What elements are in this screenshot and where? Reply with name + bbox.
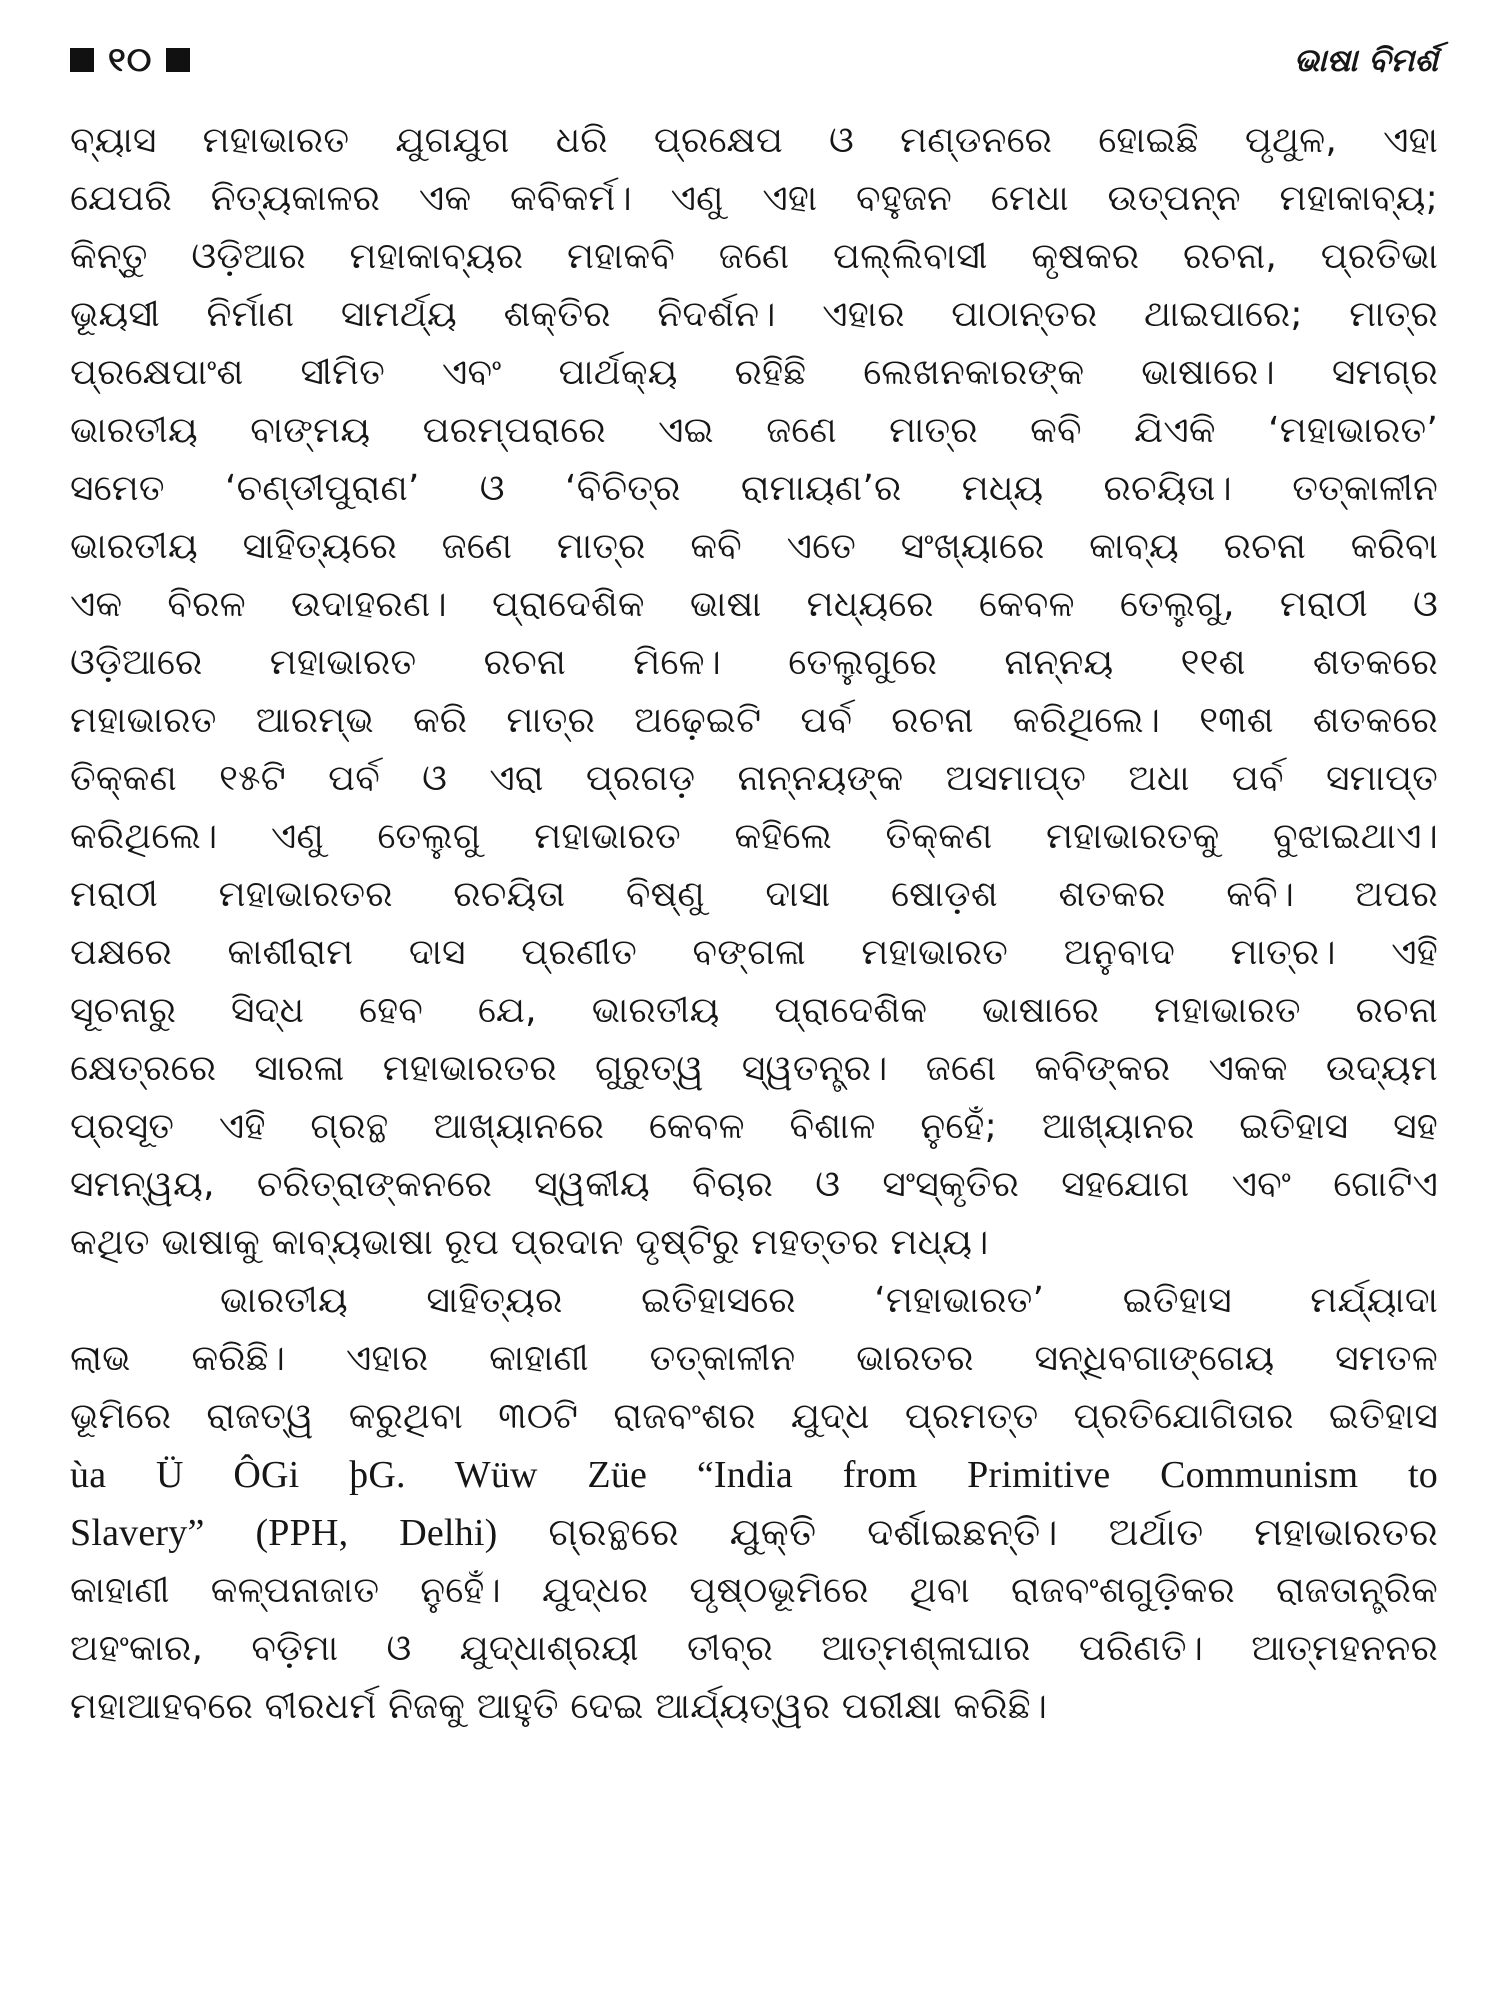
text-line: ଭୂୟସୀ ନିର୍ମାଣ ସାମର୍ଥ୍ୟ ଶକ୍ତିର ନିଦର୍ଶନ। ଏହାର ପାଠାନ୍ତର ଥାଇପାରେ; ମାତ୍ର xyxy=(70,294,1438,335)
text-line: ଯେପରି ନିତ୍ୟକାଳର ଏକ କବିକର୍ମ। ଏଣୁ ଏହା ବହୁଜନ ମେଧା ଉତ୍ପନ୍ନ ମହାକାବ୍ୟ; xyxy=(70,178,1438,219)
text-line: କଥିତ ଭାଷାକୁ କାବ୍ୟଭାଷା ରୂପ ପ୍ରଦାନ ଦୃଷ୍ଟିରୁ ମହତ୍ତର ମଧ୍ୟ। xyxy=(70,1222,989,1263)
text-line: ଓଡ଼ିଆରେ ମହାଭାରତ ରଚନା ମିଳେ। ତେଲୁଗୁରେ ନାନ୍ନୟ ୧୧ଶ ଶତକରେ xyxy=(70,642,1438,683)
text-line: ବ୍ୟାସ ମହାଭାରତ ଯୁଗଯୁଗ ଧରି ପ୍ରକ୍ଷେପ ଓ ମଣ୍ଡନରେ ହୋଇଛି ପୃଥୁଳ, ଏହା xyxy=(70,120,1438,161)
text-line: ଭାରତୀୟ ସାହିତ୍ୟର ଇତିହାସରେ ‘ମହାଭାରତ’ ଇତିହାସ ମର୍ଯ୍ୟାଦା xyxy=(220,1280,1438,1321)
running-title: ଭାଷା ବିମର୍ଶ xyxy=(1293,40,1438,79)
text-line: ସମନ୍ୱୟ, ଚରିତ୍ରାଙ୍କନରେ ସ୍ୱକୀୟ ବିଚାର ଓ ସଂସ୍କୃତିର ସହଯୋଗ ଏବଂ ଗୋଟିଏ xyxy=(70,1164,1438,1205)
text-line: ମରାଠୀ ମହାଭାରତର ରଚୟିତା ବିଷ୍ଣୁ ଦାସା ଷୋଡ଼ଶ ଶତକର କବି। ଅପର xyxy=(70,874,1438,915)
text-line: ମହାଆହବରେ ବୀରଧର୍ମ ନିଜକୁ ଆହୁତି ଦେଇ ଆର୍ଯ୍ୟତ୍ୱର ପରୀକ୍ଷା କରିଛି। xyxy=(70,1686,1048,1727)
text-line: ପ୍ରସୂତ ଏହି ଗ୍ରନ୍ଥ ଆଖ୍ୟାନରେ କେବଳ ବିଶାଳ ନୁହେଁ; ଆଖ୍ୟାନର ଇତିହାସ ସହ xyxy=(70,1106,1438,1147)
square-bullet-icon xyxy=(70,48,94,72)
text-line: ସୂଚନାରୁ ସିଦ୍ଧ ହେବ ଯେ, ଭାରତୀୟ ପ୍ରାଦେଶିକ ଭାଷାରେ ମହାଭାରତ ରଚନା xyxy=(70,990,1438,1031)
text-line: କିନ୍ତୁ ଓଡ଼ିଆର ମହାକାବ୍ୟର ମହାକବି ଜଣେ ପଲ୍ଲିବାସୀ କୃଷକର ରଚନା, ପ୍ରତିଭା xyxy=(70,236,1438,277)
text-line: ଲାଭ କରିଛି। ଏହାର କାହାଣୀ ତତ୍କାଳୀନ ଭାରତର ସନ୍ଧିବଗାଙ୍ଗେୟ ସମତଳ xyxy=(70,1338,1438,1379)
text-line: ସମେତ ‘ଚଣ୍ଡୀପୁରାଣ’ ଓ ‘ବିଚିତ୍ର ରାମାୟଣ’ର ମଧ୍ୟ ରଚୟିତା। ତତ୍କାଳୀନ xyxy=(70,468,1438,509)
text-line: ଅହଂକାର, ବଡ଼ିମା ଓ ଯୁଦ୍ଧାଶ୍ରୟୀ ତୀବ୍ର ଆତ୍ମଶ୍ଳାଘାର ପରିଣତି। ଆତ୍ମହନନର xyxy=(70,1628,1438,1669)
text-line: ତିକ୍କଣ ୧୫ଟି ପର୍ବ ଓ ଏରା ପ୍ରଗଡ଼ ନାନ୍ନୟଙ୍କ ଅସମାପ୍ତ ଅଧା ପର୍ବ ସମାପ୍ତ xyxy=(70,758,1438,799)
page-number: ୧୦ xyxy=(108,40,153,80)
text-line: Slavery” (PPH, Delhi) ଗ୍ରନ୍ଥରେ ଯୁକ୍ତି ଦର୍ଶାଇଛନ୍ତି। ଅର୍ଥାତ ମହାଭାରତର xyxy=(70,1512,1438,1554)
body-text xyxy=(70,112,1438,1736)
text-line: ଭୂମିରେ ରାଜତ୍ୱ କରୁଥିବା ୩୦ଟି ରାଜବଂଶର ଯୁଦ୍ଧ ପ୍ରମତ୍ତ ପ୍ରତିଯୋଗିତାର ଇତିହାସ xyxy=(70,1396,1438,1437)
text-line: ପ୍ରକ୍ଷେପାଂଶ ସୀମିତ ଏବଂ ପାର୍ଥକ୍ୟ ରହିଛି ଲେଖନକାରଙ୍କ ଭାଷାରେ। ସମଗ୍ର xyxy=(70,352,1438,393)
text-line: କ୍ଷେତ୍ରରେ ସାରଳା ମହାଭାରତର ଗୁରୁତ୍ୱ ସ୍ୱତନ୍ତ୍ର। ଜଣେ କବିଙ୍କର ଏକକ ଉଦ୍ୟମ xyxy=(70,1048,1438,1089)
text-line: ଭାରତୀୟ ବାଙ୍ମୟ ପରମ୍ପରାରେ ଏଇ ଜଣେ ମାତ୍ର କବି ଯିଏକି ‘ମହାଭାରତ’ xyxy=(70,410,1438,451)
text-line: ଭାରତୀୟ ସାହିତ୍ୟରେ ଜଣେ ମାତ୍ର କବି ଏତେ ସଂଖ୍ୟାରେ କାବ୍ୟ ରଚନା କରିବା xyxy=(70,526,1438,567)
text-line: କରିଥିଲେ। ଏଣୁ ତେଲୁଗୁ ମହାଭାରତ କହିଲେ ତିକ୍କଣ ମହାଭାରତକୁ ବୁଝାଇଥାଏ। xyxy=(70,816,1438,857)
square-bullet-icon xyxy=(166,48,190,72)
text-line: ମହାଭାରତ ଆରମ୍ଭ କରି ମାତ୍ର ଅଢ଼େଇଟି ପର୍ବ ରଚନା କରିଥିଲେ। ୧୩ଶ ଶତକରେ xyxy=(70,700,1438,741)
text-line: ପକ୍ଷରେ କାଶୀରାମ ଦାସ ପ୍ରଣୀତ ବଙ୍ଗଳା ମହାଭାରତ ଅନୁବାଦ ମାତ୍ର। ଏହି xyxy=(70,932,1438,973)
paragraph xyxy=(70,112,1438,1272)
page-header xyxy=(70,36,1438,84)
folio xyxy=(70,40,190,80)
text-line: ଏକ ବିରଳ ଉଦାହରଣ। ପ୍ରାଦେଶିକ ଭାଷା ମଧ୍ୟରେ କେବଳ ତେଲୁଗୁ, ମରାଠୀ ଓ xyxy=(70,584,1438,625)
paragraph xyxy=(70,1272,1438,1736)
text-line: ùa Ü ÔGi þG. Wüw Züe “India from Primitive Communism to xyxy=(70,1454,1438,1496)
text-line: କାହାଣୀ କଳ୍ପନାଜାତ ନୁହେଁ। ଯୁଦ୍ଧର ପୃଷ୍ଠଭୂମିରେ ଥିବା ରାଜବଂଶଗୁଡ଼ିକର ରାଜତାନ୍ତ୍ରିକ xyxy=(70,1570,1438,1611)
